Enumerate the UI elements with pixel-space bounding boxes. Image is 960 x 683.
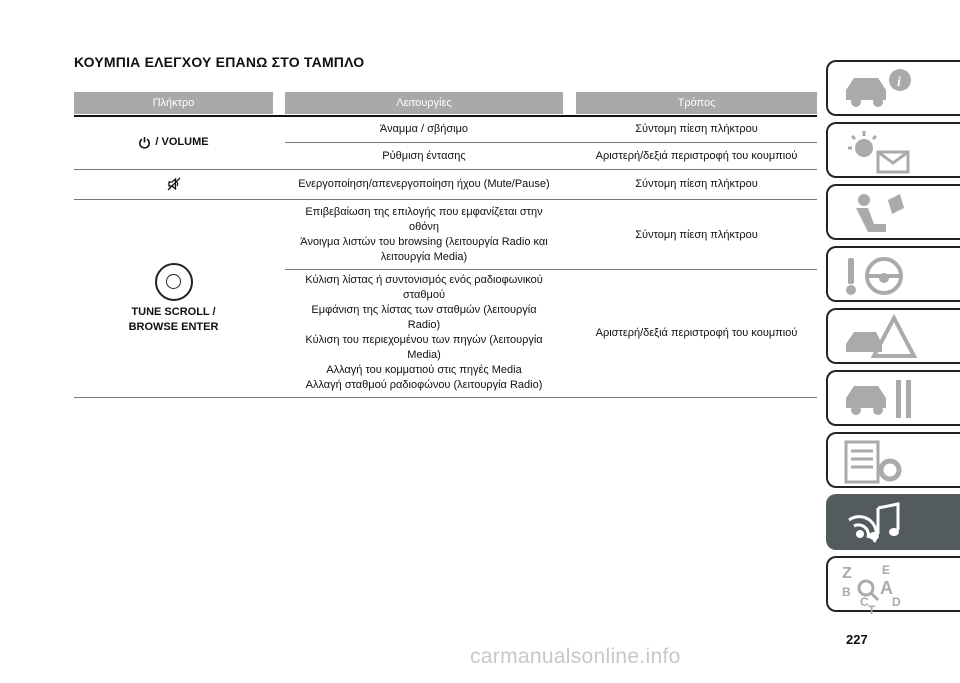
power-icon	[138, 136, 151, 149]
page-title: ΚΟΥΜΠΙΑ ΕΛΕΓΧΟΥ ΕΠΑΝΩ ΣΤΟ ΤΑΜΠΛΟ	[74, 54, 365, 70]
svg-text:D: D	[892, 595, 901, 609]
multimedia-icon	[838, 500, 928, 548]
seat-airbag-icon	[838, 190, 928, 238]
tune-function-line: Αλλαγή σταθμού ραδιοφώνου (λειτουργία Radio)	[305, 379, 543, 391]
tab-technical-data[interactable]	[826, 432, 960, 488]
volume-key-cell	[74, 116, 273, 168]
tune-function-line: Αλλαγή του κομματιού στις πηγές Media	[326, 364, 522, 376]
tune-function-line: λειτουργία Media)	[380, 251, 468, 263]
tab-maintenance[interactable]	[826, 370, 960, 426]
svg-text:E: E	[882, 563, 891, 577]
warning-lights-icon	[838, 128, 928, 176]
page-number: 227	[846, 632, 868, 647]
tab-multimedia[interactable]	[826, 494, 960, 550]
mute-icon	[167, 177, 181, 191]
tune-function-line: Media)	[407, 349, 441, 361]
svg-text:i: i	[897, 75, 901, 90]
tab-emergency[interactable]	[826, 308, 960, 364]
header-functions: Λειτουργίες	[285, 92, 563, 114]
svg-text:C: C	[860, 595, 869, 609]
header-button: Πλήκτρο	[74, 92, 273, 114]
knob-icon	[155, 263, 193, 301]
tune-function-line: Κύλιση λίστας ή συντονισμός ενός ραδιοφωνικού	[305, 274, 543, 286]
volume-key-label: / VOLUME	[155, 135, 209, 148]
tab-starting-driving[interactable]	[826, 246, 960, 302]
volume-function-1: Άναμμα / σβήσιμο	[379, 122, 469, 135]
tune-function-line: οθόνη	[409, 221, 439, 233]
volume-function-2: Ρύθμιση έντασης	[382, 149, 466, 162]
tab-safety[interactable]	[826, 184, 960, 240]
tune-function-line: Εμφάνιση της λίστας των σταθμών (λειτουργία	[311, 304, 537, 316]
mute-function: Ενεργοποίηση/απενεργοποίηση ήχου (Mute/Pause)	[298, 177, 550, 190]
watermark: carmanualsonline.info	[470, 645, 681, 668]
tune-functions-group-1	[285, 203, 563, 267]
svg-text:Z: Z	[842, 565, 852, 582]
volume-mode-2: Αριστερή/δεξιά περιστροφή του κουμπιού	[595, 149, 798, 162]
tune-function-line: Επιβεβαίωση της επιλογής που εμφανίζεται στην	[305, 206, 543, 218]
mute-mode: Σύντομη πίεση πλήκτρου	[635, 177, 758, 190]
tune-key-label-1: TUNE SCROLL /	[131, 305, 216, 318]
tune-mode-2: Αριστερή/δεξιά περιστροφή του κουμπιού	[595, 326, 798, 339]
tab-car-info[interactable]	[826, 60, 960, 116]
tab-warning-lights[interactable]	[826, 122, 960, 178]
index-letters-icon	[838, 562, 928, 614]
car-info-icon	[838, 66, 928, 114]
svg-text:T: T	[868, 603, 876, 614]
tab-index[interactable]	[826, 556, 960, 612]
tune-mode-1: Σύντομη πίεση πλήκτρου	[635, 228, 758, 241]
svg-text:B: B	[842, 585, 851, 599]
volume-mode-1: Σύντομη πίεση πλήκτρου	[635, 122, 758, 135]
svg-text:A: A	[880, 578, 893, 598]
technical-data-icon	[838, 438, 928, 486]
tune-function-line: σταθμού	[403, 289, 445, 301]
tune-key-cell	[74, 200, 273, 397]
triangle-crash-icon	[838, 314, 928, 362]
tune-function-line: Radio)	[407, 319, 441, 331]
tune-function-line: Άνοιγμα λιστών του browsing (λειτουργία Radio και	[300, 236, 548, 248]
tune-functions-group-2	[285, 272, 563, 394]
header-mode: Τρόπος	[576, 92, 817, 114]
tune-key-label-2: BROWSE ENTER	[128, 320, 219, 333]
mute-key-cell	[74, 170, 273, 198]
car-tools-icon	[838, 376, 928, 424]
steering-key-icon	[838, 252, 928, 300]
tune-function-line: Κύλιση του περιεχομένου των πηγών (λειτουργία	[305, 334, 543, 346]
